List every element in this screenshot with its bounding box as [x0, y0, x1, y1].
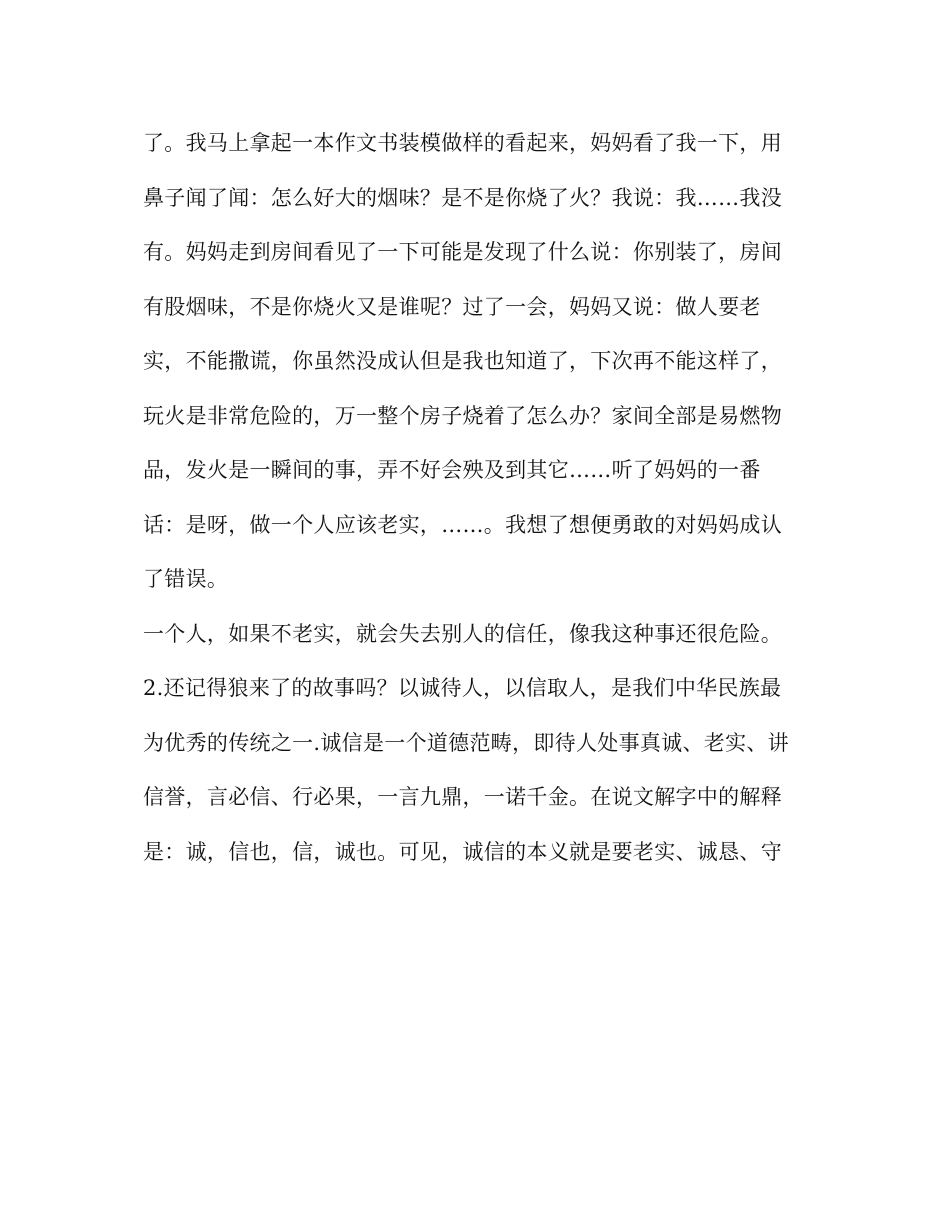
text-line: 实，不能撒谎，你虽然没成认但是我也知道了，下次再不能这样了， [143, 349, 782, 373]
text-line: 品，发火是一瞬间的事，弄不好会殃及到其它……听了妈妈的一番 [143, 458, 761, 482]
text-line: 是：诚，信也，信，诚也。可见，诚信的本义就是要老实、诚恳、守 [143, 839, 782, 864]
text-line: 有股烟味，不是你烧火又是谁呢？过了一会，妈妈又说：做人要老 [143, 294, 761, 319]
text-line: 信誉，言必信、行必果，一言九鼎，一诺千金。在说文解字中的解释 [143, 785, 782, 809]
text-line: 鼻子闻了闻：怎么好大的烟味？是不是你烧了火？我说：我……我没 [143, 185, 782, 210]
text-line: 玩火是非常危险的，万一整个房子烧着了怎么办？家间全部是易燃物 [143, 403, 782, 428]
text-line: 了。我马上拿起一本作文书装模做样的看起来，妈妈看了我一下，用 [143, 131, 782, 155]
text-line: 了错误。 [143, 567, 229, 591]
text-line: 有。妈妈走到房间看见了一下可能是发现了什么说：你别装了，房间 [143, 240, 782, 264]
text-line: 为优秀的传统之一.诚信是一个道德范畴，即待人处事真诚、老实、讲 [143, 730, 789, 755]
text-line: 话：是呀，做一个人应该老实，……。我想了想便勇敢的对妈妈成认 [143, 512, 782, 537]
text-line: 2.还记得狼来了的故事吗？以诚待人，以信取人，是我们中华民族最 [143, 676, 782, 700]
text-line: 一个人，如果不老实，就会失去别人的信任，像我这种事还很危险。 [143, 621, 782, 646]
body-text [143, 125, 823, 888]
